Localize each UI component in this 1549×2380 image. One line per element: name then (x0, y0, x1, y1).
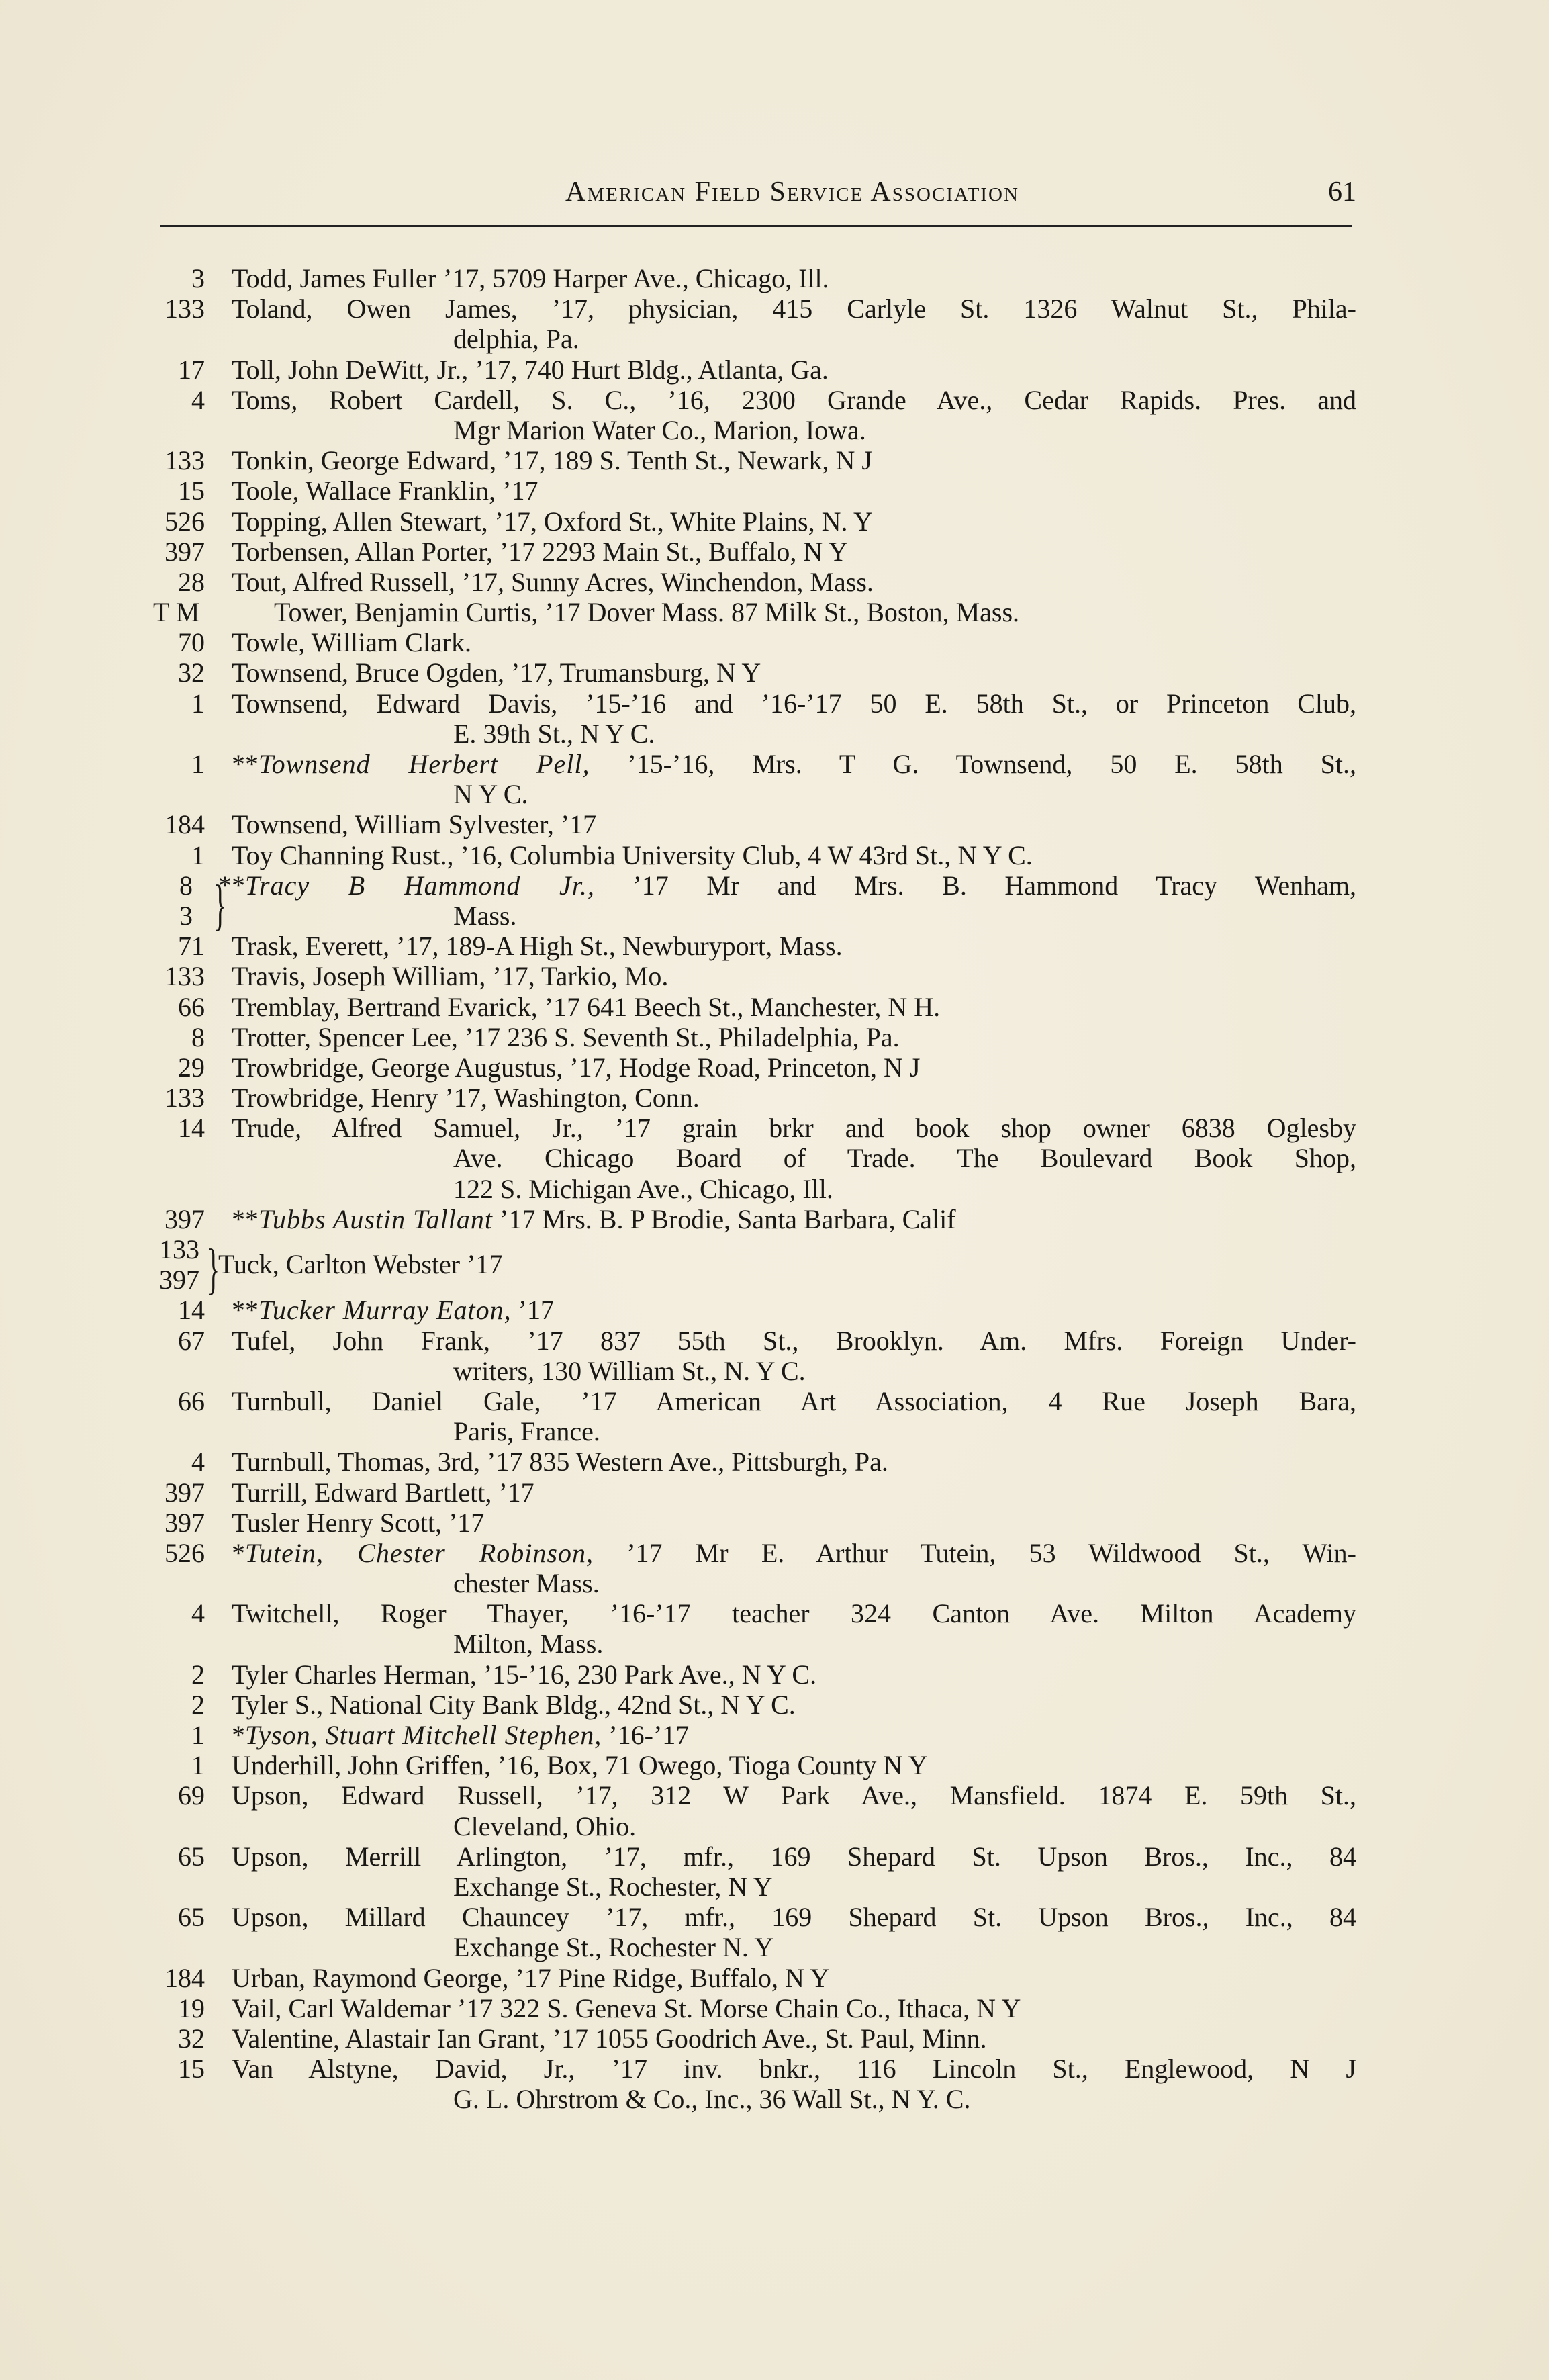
directory-entry (0, 597, 1549, 627)
entry-continuation-line (0, 719, 1549, 749)
entry-continuation-text: E. 39th St., N Y C. (453, 718, 655, 749)
directory-entry (0, 1598, 1549, 1659)
entry-text (232, 1538, 1356, 1568)
directory-entry (0, 1447, 1549, 1477)
directory-entry (0, 1295, 1549, 1325)
entry-line (0, 1841, 1549, 1872)
entry-line (0, 475, 1549, 506)
unit-number: 14 (178, 1295, 205, 1326)
entry-details: ’17 Mrs. B. P Brodie, Santa Barbara, Calif (493, 1203, 956, 1234)
entry-continuation-line (0, 1265, 1549, 1295)
entry-details: ’17 Mr E. Arthur Tutein, 53 Wildwood St., Win- (593, 1537, 1356, 1568)
entry-continuation-line (0, 901, 1549, 931)
entry-line (0, 688, 1549, 719)
entry-text: Turnbull, Thomas, 3rd, ’17 835 Western Ave., Pittsburgh, Pa. (232, 1447, 888, 1477)
entry-name-italic: Tucker Murray Eaton, (259, 1295, 512, 1326)
unit-number: 4 (191, 1598, 205, 1629)
unit-number: 8 (179, 870, 193, 901)
directory-entry (0, 567, 1549, 597)
directory-entry (0, 1690, 1549, 1720)
entry-text: Twitchell, Roger Thayer, ’16-’17 teacher 324 Canton Ave. Milton Academy (232, 1598, 1356, 1629)
unit-number: 397 (165, 536, 205, 567)
entry-text: Townsend, Bruce Ogden, ’17, Trumansburg, N Y (232, 657, 761, 688)
entry-line (0, 1538, 1549, 1568)
entry-text: Tout, Alfred Russell, ’17, Sunny Acres, Winchendon, Mass. (232, 566, 874, 597)
unit-number: 29 (178, 1052, 205, 1083)
entry-continuation-line (0, 1811, 1549, 1841)
entry-text: Turrill, Edward Bartlett, ’17 (232, 1477, 534, 1508)
unit-number: 526 (165, 506, 205, 537)
entry-line (0, 1113, 1549, 1143)
entry-text: Topping, Allen Stewart, ’17, Oxford St., White Plains, N. Y (232, 506, 873, 537)
entry-text: Torbensen, Allan Porter, ’17 2293 Main St., Buffalo, N Y (232, 536, 848, 567)
unit-number: 4 (191, 1447, 205, 1477)
entry-text: Tremblay, Bertrand Evarick, ’17 641 Beech St., Manchester, N H. (232, 991, 941, 1022)
entry-line (0, 445, 1549, 475)
directory-entry (0, 1234, 1549, 1301)
unit-number: 8 (191, 1021, 205, 1052)
entry-line (0, 1690, 1549, 1720)
entry-line (0, 840, 1549, 870)
unit-number: 184 (165, 809, 205, 840)
entry-line (0, 1902, 1549, 1932)
running-header (228, 176, 1356, 216)
unit-number: 3 (179, 900, 193, 931)
entry-line (0, 1720, 1549, 1750)
directory-entry (0, 1720, 1549, 1750)
entry-line (0, 1993, 1549, 2023)
directory-entry (0, 2054, 1549, 2114)
directory-entry (0, 627, 1549, 657)
entry-continuation-line (0, 324, 1549, 354)
entry-name-italic: Tyson, Stuart Mitchell Stephen, (245, 1720, 602, 1750)
entry-text: Tyler S., National City Bank Bldg., 42nd St., N Y C. (232, 1689, 796, 1720)
running-header-title: American Field Service Association (565, 177, 1019, 208)
entry-text: Tonkin, George Edward, ’17, 189 S. Tenth St., Newark, N J (232, 445, 872, 476)
entry-text (232, 1720, 689, 1750)
entry-text: Trask, Everett, ’17, 189-A High St., Newburyport, Mass. (232, 931, 843, 962)
deceased-marker: ** (218, 870, 245, 901)
entry-continuation-text: Exchange St., Rochester N. Y (453, 1932, 774, 1963)
unit-number: 133 (165, 445, 205, 476)
entry-text (232, 1295, 554, 1325)
unit-number: 2 (191, 1689, 205, 1720)
entry-text: Travis, Joseph William, ’17, Tarkio, Mo. (232, 961, 669, 992)
entry-text: Tyler Charles Herman, ’15-’16, 230 Park Ave., N Y C. (232, 1659, 817, 1690)
unit-number: 71 (178, 931, 205, 962)
unit-number: 1 (191, 839, 205, 870)
entry-text: Trude, Alfred Samuel, Jr., ’17 grain brkr and book shop owner 6838 Oglesby (232, 1113, 1356, 1144)
entry-continuation-line (0, 1174, 1549, 1204)
entry-continuation-line (0, 1872, 1549, 1902)
unit-number: 397 (165, 1507, 205, 1538)
entry-line (0, 1750, 1549, 1780)
directory-entry (0, 385, 1549, 445)
directory-entry (0, 1750, 1549, 1780)
directory-entry (0, 475, 1549, 506)
entry-text: Trotter, Spencer Lee, ’17 236 S. Seventh St., Philadelphia, Pa. (232, 1021, 900, 1052)
directory-entry (0, 840, 1549, 870)
entry-text: Townsend, William Sylvester, ’17 (232, 809, 597, 840)
entry-text: Upson, Millard Chauncey ’17, mfr., 169 Shepard St. Upson Bros., Inc., 84 (232, 1902, 1356, 1933)
entry-continuation-line (0, 1568, 1549, 1598)
entry-line (0, 1204, 1549, 1234)
entry-text: Toll, John DeWitt, Jr., ’17, 740 Hurt Bldg., Atlanta, Ga. (232, 354, 829, 385)
entry-text: Valentine, Alastair Ian Grant, ’17 1055 Goodrich Ave., St. Paul, Minn. (232, 2023, 987, 2054)
directory-entry (0, 355, 1549, 385)
unit-number: 69 (178, 1780, 205, 1811)
unit-number: 17 (178, 354, 205, 385)
directory-entry (0, 657, 1549, 688)
deceased-marker: ** (232, 749, 259, 779)
entry-details: ’16-’17 (602, 1720, 690, 1750)
directory-entry (0, 1477, 1549, 1508)
unit-number: 133 (165, 1083, 205, 1113)
directory-entry (0, 1780, 1549, 1841)
entry-line (0, 1598, 1549, 1629)
entry-text: Toms, Robert Cardell, S. C., ’16, 2300 Grande Ave., Cedar Rapids. Pres. and (232, 384, 1356, 415)
directory-entry (0, 263, 1549, 293)
unit-number: 32 (178, 657, 205, 688)
entry-text: Toy Channing Rust., ’16, Columbia University Club, 4 W 43rd St., N Y C. (232, 839, 1033, 870)
directory-entry (0, 1386, 1549, 1447)
unit-number: 15 (178, 2054, 205, 2085)
unit-number: 526 (165, 1537, 205, 1568)
unit-number: 28 (178, 566, 205, 597)
entry-text: Vail, Carl Waldemar ’17 322 S. Geneva St. Morse Chain Co., Ithaca, N Y (232, 1993, 1021, 2023)
entry-line (0, 537, 1549, 567)
directory-entry (0, 293, 1549, 354)
unit-number: 133 (159, 1234, 199, 1265)
entry-continuation-text: Milton, Mass. (453, 1629, 604, 1659)
entry-continuation-line (0, 2084, 1549, 2114)
entry-text: Towle, William Clark. (232, 627, 472, 658)
entry-line (0, 1659, 1549, 1690)
entry-line (0, 2023, 1549, 2054)
entry-line (0, 355, 1549, 385)
entry-continuation-text: Cleveland, Ohio. (453, 1811, 637, 1841)
entry-line (0, 931, 1549, 961)
entry-line (0, 1477, 1549, 1508)
directory-entry (0, 506, 1549, 537)
entry-line (0, 1963, 1549, 1993)
unit-number: 1 (191, 1750, 205, 1781)
directory-entry (0, 1659, 1549, 1690)
unit-number: 397 (165, 1203, 205, 1234)
entry-continuation-text: Exchange St., Rochester, N Y (453, 1871, 773, 1902)
entry-name-italic: Tubbs Austin Tallant (259, 1203, 494, 1234)
entry-continuation-text: Mass. (453, 900, 517, 931)
directory-entry (0, 809, 1549, 839)
unit-number: 397 (159, 1265, 199, 1295)
unit-number: 67 (178, 1325, 205, 1356)
entry-text: Toole, Wallace Franklin, ’17 (232, 475, 538, 506)
entry-text: Upson, Edward Russell, ’17, 312 W Park Ave., Mansfield. 1874 E. 59th St., (232, 1780, 1356, 1811)
unit-number: 66 (178, 991, 205, 1022)
unit-number: 1 (191, 1720, 205, 1750)
entry-text: Toland, Owen James, ’17, physician, 415 Carlyle St. 1326 Walnut St., Phila- (232, 293, 1356, 324)
entry-line (0, 992, 1549, 1022)
directory-entries (0, 263, 1549, 2114)
entry-line (0, 1052, 1549, 1083)
entry-details: ’17 (511, 1295, 554, 1326)
deceased-marker: * (232, 1720, 245, 1750)
deceased-marker: ** (232, 1295, 259, 1326)
entry-text: Tusler Henry Scott, ’17 (232, 1507, 485, 1538)
entry-text (232, 1204, 956, 1234)
unit-number: 3 (191, 263, 205, 293)
directory-entry (0, 1204, 1549, 1234)
entry-continuation-text: 122 S. Michigan Ave., Chicago, Ill. (453, 1173, 833, 1204)
entry-continuation-line (0, 1143, 1549, 1173)
entry-line (0, 749, 1549, 779)
page-number: 61 (1328, 177, 1356, 208)
entry-continuation-text: delphia, Pa. (453, 324, 579, 355)
brace-icon: } (214, 872, 227, 937)
entry-continuation-text: Ave. Chicago Board of Trade. The Boulevard Book Shop, (453, 1143, 1356, 1174)
entry-line (0, 961, 1549, 991)
entry-text: Tower, Benjamin Curtis, ’17 Dover Mass. 87 Milk St., Boston, Mass. (274, 597, 1020, 628)
directory-entry (0, 688, 1549, 749)
directory-entry (0, 1113, 1549, 1204)
entry-continuation-line (0, 1416, 1549, 1447)
entry-line (0, 809, 1549, 839)
directory-entry (0, 445, 1549, 475)
unit-number: 133 (165, 293, 205, 324)
entry-continuation-text: Paris, France. (453, 1416, 600, 1447)
entry-line (0, 293, 1549, 324)
entry-line (0, 1083, 1549, 1113)
unit-number: T M (153, 597, 200, 628)
unit-number: 397 (165, 1477, 205, 1508)
entry-continuation-line (0, 779, 1549, 809)
entry-line (0, 1295, 1549, 1325)
unit-number: 133 (165, 961, 205, 992)
entry-continuation-line (0, 1356, 1549, 1386)
brace-icon: } (207, 1237, 220, 1301)
entry-continuation-line (0, 1629, 1549, 1659)
entry-line (0, 1508, 1549, 1538)
entry-continuation-line (0, 415, 1549, 445)
unit-number: 15 (178, 475, 205, 506)
entry-text: Upson, Merrill Arlington, ’17, mfr., 169 Shepard St. Upson Bros., Inc., 84 (232, 1841, 1356, 1872)
entry-continuation-line (0, 1932, 1549, 1962)
entry-continuation-text: chester Mass. (453, 1568, 600, 1599)
entry-text: Todd, James Fuller ’17, 5709 Harper Ave., Chicago, Ill. (232, 263, 829, 293)
entry-continuation-text: N Y C. (453, 779, 528, 810)
entry-name-italic: Townsend Herbert Pell, (259, 749, 590, 779)
directory-entry (0, 1508, 1549, 1538)
entry-line (0, 597, 1549, 627)
directory-entry (0, 749, 1549, 809)
entry-line (0, 2054, 1549, 2084)
entry-text: Tuck, Carlton Webster ’17 (218, 1249, 503, 1279)
directory-entry (0, 992, 1549, 1022)
unit-number: 14 (178, 1113, 205, 1144)
directory-entry (0, 1902, 1549, 1962)
directory-entry (0, 537, 1549, 567)
unit-number: 1 (191, 688, 205, 719)
entry-continuation-text: G. L. Ohrstrom & Co., Inc., 36 Wall St., N Y. C. (453, 2084, 971, 2115)
entry-line (0, 506, 1549, 537)
unit-number: 65 (178, 1902, 205, 1933)
entry-line (0, 263, 1549, 293)
entry-details: ’15-’16, Mrs. T G. Townsend, 50 E. 58th St., (590, 749, 1356, 779)
unit-number: 1 (191, 749, 205, 779)
directory-entry (0, 1993, 1549, 2023)
deceased-marker: * (232, 1537, 245, 1568)
entry-details: ’17 Mr and Mrs. B. Hammond Tracy Wenham, (594, 870, 1356, 901)
entry-text: Underhill, John Griffen, ’16, Box, 71 Owego, Tioga County N Y (232, 1750, 928, 1781)
entry-text: Van Alstyne, David, Jr., ’17 inv. bnkr., 116 Lincoln St., Englewood, N J (232, 2054, 1356, 2085)
entry-name-italic: Tracy B Hammond Jr., (245, 870, 595, 901)
directory-entry (0, 870, 1549, 937)
entry-text: Turnbull, Daniel Gale, ’17 American Art Association, 4 Rue Joseph Bara, (232, 1385, 1356, 1416)
entry-text: Trowbridge, George Augustus, ’17, Hodge Road, Princeton, N J (232, 1052, 921, 1083)
unit-number: 66 (178, 1385, 205, 1416)
entry-line (0, 657, 1549, 688)
directory-entry (0, 2023, 1549, 2054)
entry-text: Tufel, John Frank, ’17 837 55th St., Brooklyn. Am. Mfrs. Foreign Under- (232, 1325, 1356, 1356)
entry-text (218, 870, 1356, 901)
entry-name-italic: Tutein, Chester Robinson, (245, 1537, 594, 1568)
unit-number: 4 (191, 384, 205, 415)
unit-number: 32 (178, 2023, 205, 2054)
directory-entry (0, 1083, 1549, 1113)
directory-entry (0, 1963, 1549, 1993)
unit-number: 19 (178, 1993, 205, 2023)
entry-line (0, 567, 1549, 597)
entry-text: Townsend, Edward Davis, ’15-’16 and ’16-’17 50 E. 58th St., or Princeton Club, (232, 688, 1356, 719)
directory-entry (0, 931, 1549, 961)
entry-line (0, 1022, 1549, 1052)
directory-entry (0, 1052, 1549, 1083)
unit-number: 70 (178, 627, 205, 658)
entry-line (0, 1386, 1549, 1416)
directory-entry (0, 1326, 1549, 1386)
header-rule (160, 225, 1352, 227)
unit-number: 2 (191, 1659, 205, 1690)
unit-number: 65 (178, 1841, 205, 1872)
entry-line (0, 627, 1549, 657)
directory-entry (0, 1022, 1549, 1052)
directory-entry (0, 1841, 1549, 1902)
entry-line (0, 1447, 1549, 1477)
directory-entry (0, 961, 1549, 991)
directory-entry (0, 1538, 1549, 1598)
entry-continuation-text: Mgr Marion Water Co., Marion, Iowa. (453, 414, 866, 445)
entry-line (0, 1780, 1549, 1811)
entry-text: Trowbridge, Henry ’17, Washington, Conn. (232, 1083, 700, 1113)
deceased-marker: ** (232, 1203, 259, 1234)
unit-number: 184 (165, 1962, 205, 1993)
entry-continuation-text: writers, 130 William St., N. Y C. (453, 1355, 806, 1386)
entry-line (0, 385, 1549, 415)
entry-line (0, 1326, 1549, 1356)
entry-text: Urban, Raymond George, ’17 Pine Ridge, Buffalo, N Y (232, 1962, 830, 1993)
entry-text (232, 749, 1356, 779)
